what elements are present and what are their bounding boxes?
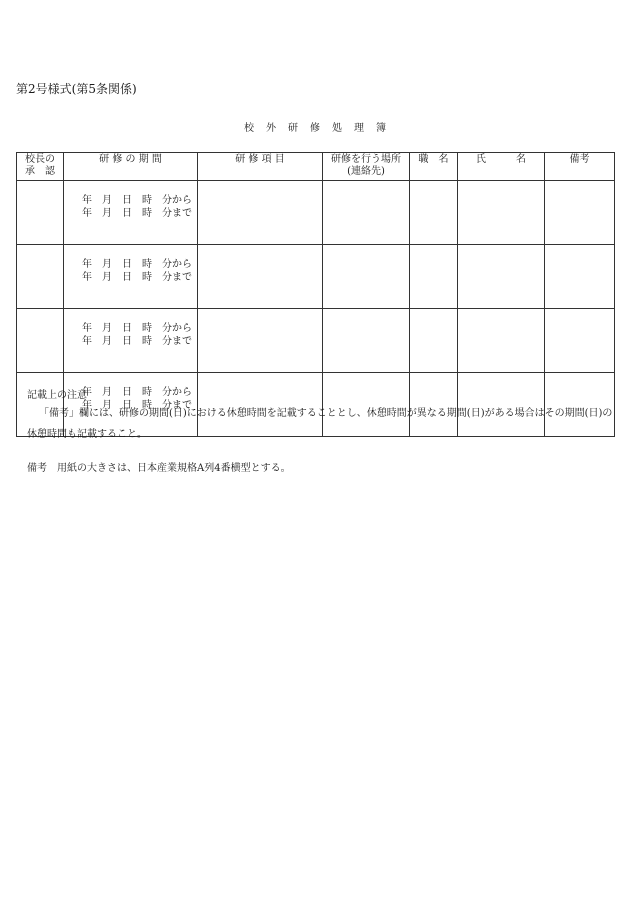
period-from: 年 月 日 時 分から — [82, 387, 192, 398]
approval-cell[interactable] — [17, 181, 64, 245]
header-remarks — [545, 153, 615, 181]
period-to: 年 月 日 時 分まで — [82, 336, 192, 347]
form-number: 第2号様式(第5条関係) — [16, 82, 137, 96]
title-char: 処 — [332, 123, 342, 134]
item-cell[interactable] — [198, 181, 323, 245]
period-from: 年 月 日 時 分から — [82, 259, 192, 270]
title-char: 外 — [266, 123, 276, 134]
header-name — [458, 153, 545, 181]
table-row — [17, 181, 615, 245]
header-approval-line1: 校長の — [25, 154, 55, 165]
table-header-row — [17, 153, 615, 181]
period-from: 年 月 日 時 分から — [82, 195, 192, 206]
notes-text: 「備考」欄には、研修の期間(日)における休憩時間を記載することとし、休憩時間が異なる期間(日)がある場合はその期間(日)の休憩時間も記載すること。 — [27, 408, 613, 440]
name-cell[interactable] — [458, 309, 545, 373]
title-char: 修 — [310, 123, 320, 134]
header-name-label: 氏 名 — [476, 154, 526, 165]
header-period-label: 研 修 の 期 間 — [99, 154, 162, 165]
header-remarks-label: 備考 — [569, 154, 590, 165]
place-cell[interactable] — [323, 309, 410, 373]
notes-heading: 記載上の注意 — [27, 390, 87, 401]
paper-size-remark: 備考 用紙の大きさは、日本産業規格A列4番横型とする。 — [27, 463, 291, 474]
position-cell[interactable] — [410, 245, 458, 309]
place-cell[interactable] — [323, 181, 410, 245]
header-principal-approval — [17, 153, 64, 181]
header-training-place — [323, 153, 410, 181]
name-cell[interactable] — [458, 245, 545, 309]
remarks-cell[interactable] — [545, 181, 615, 245]
form-title — [0, 119, 630, 134]
item-cell[interactable] — [198, 245, 323, 309]
table-row — [17, 309, 615, 373]
position-cell[interactable] — [410, 309, 458, 373]
table-row — [17, 245, 615, 309]
header-position — [410, 153, 458, 181]
title-char: 研 — [288, 123, 298, 134]
title-char: 簿 — [376, 123, 386, 134]
header-training-item — [198, 153, 323, 181]
period-cell[interactable] — [64, 245, 198, 309]
header-item-label: 研 修 項 目 — [235, 154, 285, 165]
period-to: 年 月 日 時 分まで — [82, 272, 192, 283]
approval-cell[interactable] — [17, 245, 64, 309]
remarks-cell[interactable] — [545, 245, 615, 309]
header-training-period — [64, 153, 198, 181]
period-cell[interactable] — [64, 309, 198, 373]
position-cell[interactable] — [410, 181, 458, 245]
period-to: 年 月 日 時 分まで — [82, 400, 192, 411]
name-cell[interactable] — [458, 181, 545, 245]
header-position-label: 職 名 — [418, 154, 449, 165]
title-char: 校 — [244, 123, 254, 134]
item-cell[interactable] — [198, 309, 323, 373]
header-place-line1: 研修を行う場所 — [331, 154, 401, 165]
notes-body — [27, 403, 617, 445]
place-cell[interactable] — [323, 245, 410, 309]
period-from: 年 月 日 時 分から — [82, 323, 192, 334]
training-register-table — [16, 152, 615, 437]
approval-cell[interactable] — [17, 309, 64, 373]
header-approval-line2: 承 認 — [25, 166, 55, 177]
period-cell[interactable] — [64, 181, 198, 245]
title-char: 理 — [354, 123, 364, 134]
period-to: 年 月 日 時 分まで — [82, 208, 192, 219]
header-place-line2: (連絡先) — [347, 166, 385, 177]
remarks-cell[interactable] — [545, 309, 615, 373]
